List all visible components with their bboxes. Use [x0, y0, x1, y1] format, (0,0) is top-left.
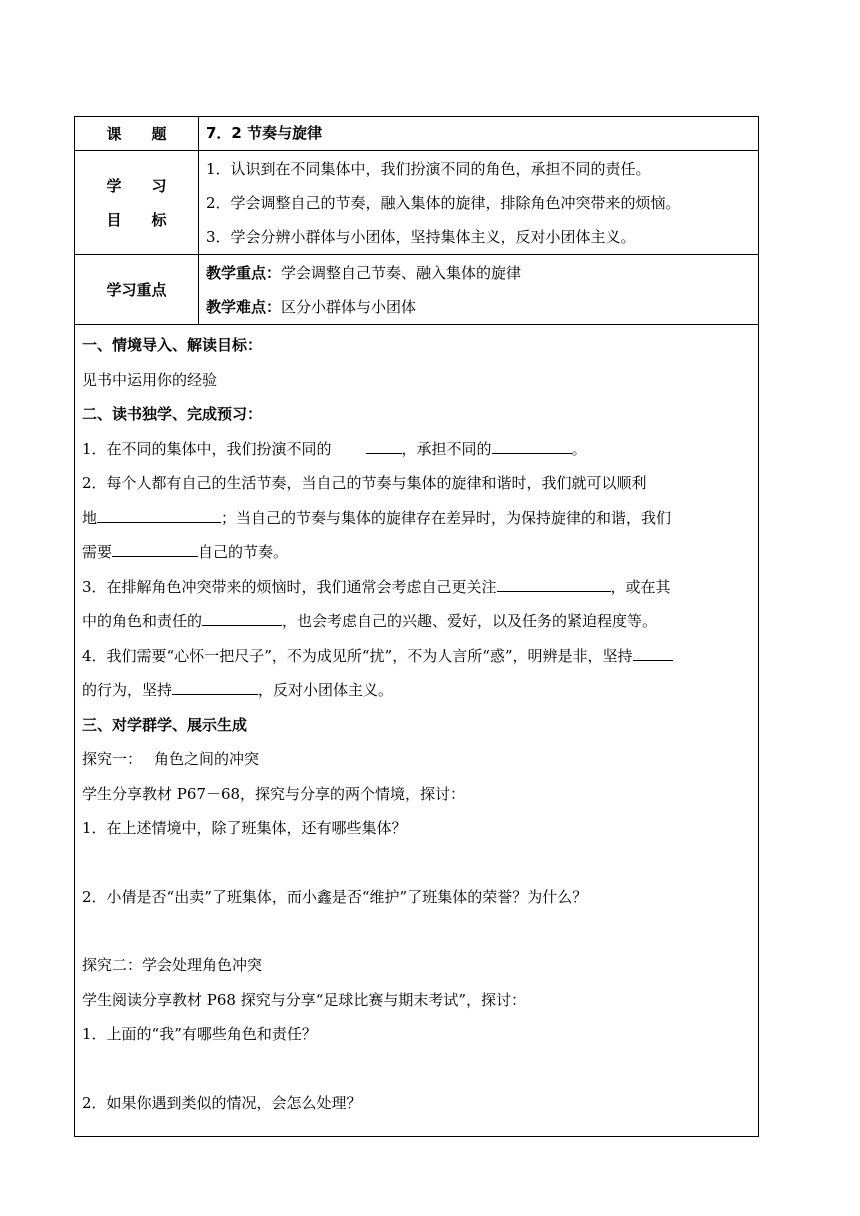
focus-label: 学习重点	[75, 255, 199, 325]
goals-label	[75, 151, 199, 255]
focus-key-title: 教学重点：	[206, 264, 282, 282]
explore2-question-1: 1．上面的“我”有哪些角色和责任？	[82, 1025, 317, 1043]
question-4-line1	[75, 639, 758, 674]
question-1	[75, 432, 758, 467]
q1-blank-role[interactable]	[366, 436, 402, 454]
focus-diff-line	[199, 290, 758, 324]
section2-heading: 二、读书独学、完成预习：	[82, 405, 263, 423]
lesson-plan-table	[74, 116, 759, 1137]
q4-text-a: 4．我们需要“心怀一把尺子”，不为成见所“扰”，不为人言所“惑”，明辨是非，坚持	[82, 646, 633, 665]
q2-text-c: ；当自己的节奏与集体的旋律存在差异时，为保持旋律的和谐，我们	[221, 508, 672, 527]
explore2-question-2: 2．如果你遇到类似的情况，会怎么处理？	[82, 1093, 362, 1112]
goals-label-line2: 目 标	[106, 210, 167, 229]
q3-text-b: ，或在其	[610, 577, 671, 596]
explore1-question-2: 2．小倩是否“出卖”了班集体，而小鑫是否“维护”了班集体的荣誉？为什么？	[82, 887, 588, 906]
q4-blank-2[interactable]	[172, 678, 258, 696]
focus-row	[75, 255, 759, 325]
body-cell	[75, 325, 759, 1137]
q1-text-a: 1．在不同的集体中，我们扮演不同的	[82, 439, 332, 458]
focus-diff-title: 教学难点：	[206, 298, 282, 316]
answer-space	[75, 914, 758, 948]
q1-text-c: 。	[571, 439, 587, 458]
goal-item: 3．学会分辨小群体与小团体，坚持集体主义，反对小团体主义。	[206, 228, 636, 246]
goal-item: 1．认识到在不同集体中，我们扮演不同的角色，承担不同的责任。	[206, 160, 651, 178]
section3-heading: 三、对学群学、展示生成	[82, 715, 248, 734]
q3-text-c: 中的角色和责任的	[82, 612, 203, 630]
q2-text-e: 自己的节奏。	[198, 543, 289, 561]
question-4-line2	[75, 673, 758, 708]
explore1-intro: 学生分享教材 P67－68，探究与分享的两个情境，探讨：	[82, 784, 466, 803]
explore2-intro: 学生阅读分享教材 P68 探究与分享“足球比赛与期末考试”，探讨：	[82, 990, 527, 1009]
question-3-line1	[75, 570, 758, 605]
q3-text-d: ，也会考虑自己的兴趣、爱好，以及任务的紧迫程度等。	[282, 612, 658, 630]
q2-blank-1[interactable]	[97, 505, 221, 523]
focus-key-line	[199, 256, 758, 290]
focus-key-text: 学会调整自己节奏、融入集体的旋律	[281, 264, 522, 282]
q3-blank-2[interactable]	[202, 609, 282, 627]
goals-row	[75, 151, 759, 255]
q2-blank-2[interactable]	[112, 540, 198, 558]
focus-cell	[199, 255, 759, 325]
q3-text-a: 3．在排解角色冲突带来的烦恼时，我们通常会考虑自己更关注	[82, 577, 497, 596]
goals-cell	[199, 151, 759, 255]
q2-text-d: 需要	[82, 543, 113, 561]
question-2-line1: 2．每个人都有自己的生活节奏，当自己的节奏与集体的旋律和谐时，我们就可以顺利	[82, 474, 647, 492]
question-2-line2	[75, 501, 758, 536]
goals-label-line1: 学 习	[106, 176, 167, 195]
section1-heading: 一、情境导入、解读目标：	[82, 336, 263, 354]
question-3-line2	[75, 604, 758, 639]
q1-blank-duty[interactable]	[492, 436, 572, 454]
q2-text-b: 地	[82, 508, 98, 527]
lesson-sheet	[74, 116, 759, 1137]
explore1-title-a: 探究一：	[82, 750, 143, 768]
explore2-title: 探究二：学会处理角色冲突	[82, 956, 263, 974]
q4-text-c: ，反对小团体主义。	[258, 681, 394, 699]
explore1-question-1: 1．在上述情境中，除了班集体，还有哪些集体？	[82, 819, 407, 837]
topic-row	[75, 117, 759, 151]
topic-cell	[199, 117, 759, 151]
q1-text-b: ，承担不同的	[401, 439, 492, 458]
topic-value: 7．2 节奏与旋律	[206, 124, 323, 142]
explore1-title-b: 角色之间的冲突	[154, 750, 260, 768]
q4-text-b: 的行为，坚持	[82, 681, 173, 699]
question-2-line3	[75, 535, 758, 570]
q3-blank-1[interactable]	[497, 574, 611, 592]
focus-diff-text: 区分小群体与小团体	[281, 298, 417, 316]
section1-text: 见书中运用你的经验	[82, 370, 218, 389]
answer-space	[75, 1052, 758, 1086]
body-row	[75, 325, 759, 1137]
goal-item: 2．学会调整自己的节奏，融入集体的旋律，排除角色冲突带来的烦恼。	[206, 194, 681, 212]
topic-label: 课 题	[75, 117, 199, 151]
explore1-title	[75, 742, 758, 777]
q4-blank-1[interactable]	[633, 643, 673, 661]
answer-space	[75, 846, 758, 880]
